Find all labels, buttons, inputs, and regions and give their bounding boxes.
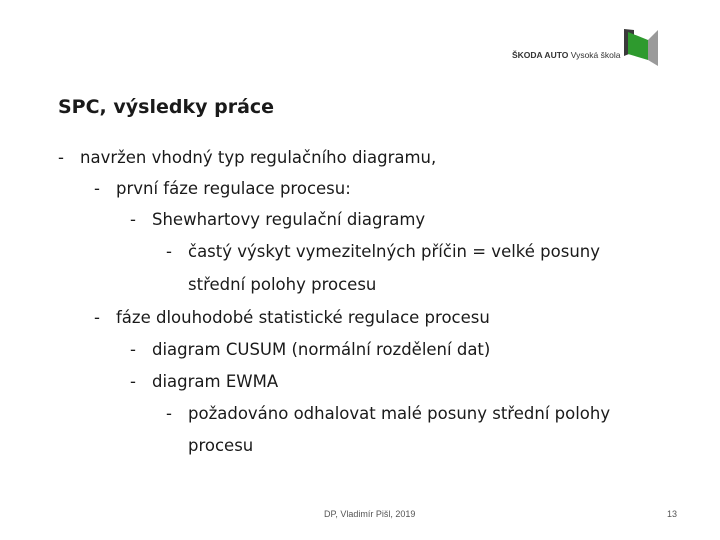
logo-brand: ŠKODA AUTO xyxy=(512,50,569,60)
bullet-item xyxy=(58,148,436,167)
bullet-text: diagram CUSUM (normální rozdělení dat) xyxy=(152,340,491,359)
bullet-dash: - xyxy=(94,179,100,198)
bullet-dash: - xyxy=(94,308,100,327)
slide-title: SPC, výsledky práce xyxy=(58,96,275,118)
bullet-dash: - xyxy=(166,404,172,423)
bullet-dash: - xyxy=(130,210,136,229)
bullet-dash: - xyxy=(130,372,136,391)
bullet-item xyxy=(130,340,490,359)
page-number: 13 xyxy=(667,509,678,519)
bullet-dash: - xyxy=(166,242,172,261)
bullet-text: navržen vhodný typ regulačního diagramu, xyxy=(80,148,437,167)
bullet-text: procesu xyxy=(188,436,254,455)
bullet-text: první fáze regulace procesu: xyxy=(116,179,351,198)
bullet-dash: - xyxy=(130,340,136,359)
bullet-text: střední polohy procesu xyxy=(188,275,377,294)
bullet-text: požadováno odhalovat malé posuny střední polohy xyxy=(188,404,611,423)
school-logo xyxy=(512,26,662,70)
bullet-text: fáze dlouhodobé statistické regulace procesu xyxy=(116,308,490,327)
bullet-text: častý výskyt vymezitelných příčin = velké posuny xyxy=(188,242,601,261)
bullet-item xyxy=(94,308,490,327)
bullet-continuation xyxy=(188,275,376,294)
bullet-dash: - xyxy=(58,148,64,167)
logo-emblem-icon xyxy=(620,26,662,68)
logo-text xyxy=(512,50,620,60)
logo-suffix: Vysoká škola xyxy=(568,50,621,60)
bullet-item xyxy=(130,372,278,391)
bullet-text: diagram EWMA xyxy=(152,372,279,391)
footer-author: DP, Vladimír Pišl, 2019 xyxy=(324,509,416,519)
bullet-continuation xyxy=(188,436,253,455)
bullet-item xyxy=(166,404,610,423)
bullet-item xyxy=(166,242,600,261)
bullet-text: Shewhartovy regulační diagramy xyxy=(152,210,426,229)
bullet-item xyxy=(94,179,351,198)
bullet-item xyxy=(130,210,425,229)
